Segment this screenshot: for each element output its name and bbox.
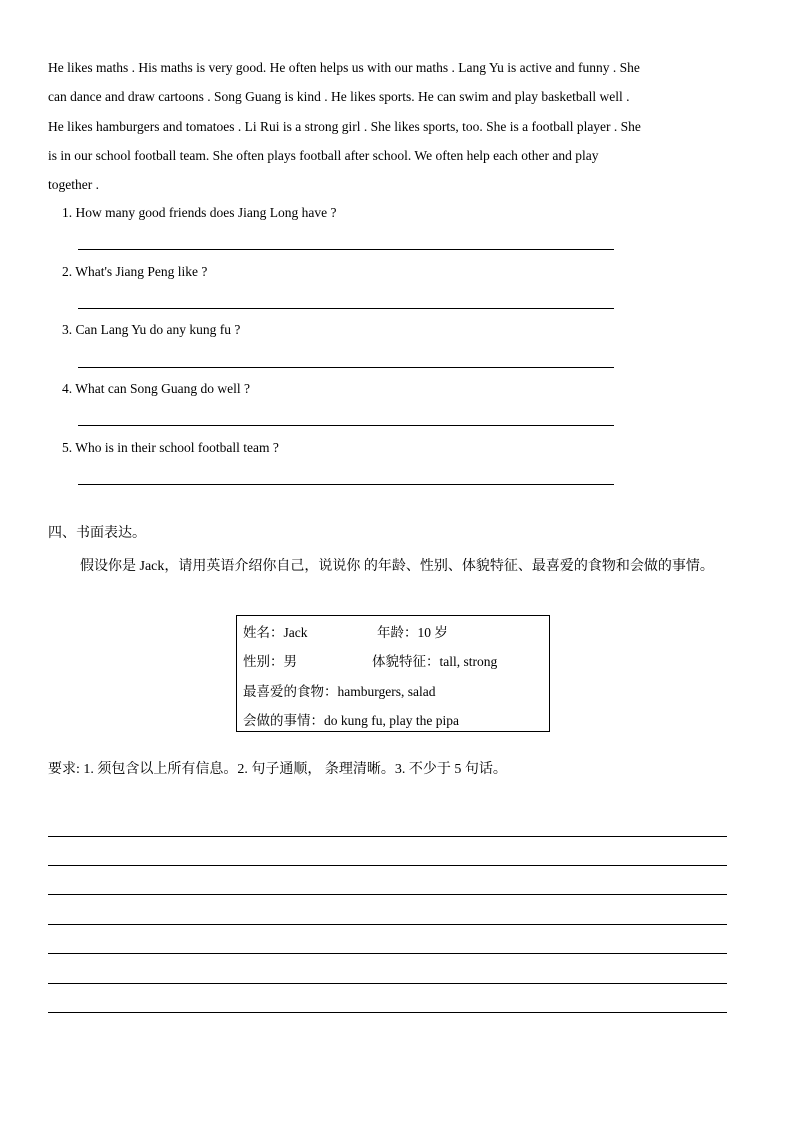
info-appearance: 体貌特征：tall, strong	[372, 654, 498, 669]
writing-prompt-text: 假设你是 Jack，请用英语介绍你自己，说说你 的年龄、性别、体貌特征、最喜爱的食物和会做的事情。	[80, 559, 714, 574]
passage-line: He likes hamburgers and tomatoes . Li Rui is a strong girl . She likes sports, too. She is a football player . She	[48, 118, 641, 134]
writing-line-2[interactable]	[48, 865, 727, 866]
question-1: 1. How many good friends does Jiang Long have ?	[62, 205, 337, 220]
question-5: 5. Who is in their school football team ?	[62, 440, 279, 455]
writing-line-6[interactable]	[48, 983, 727, 984]
passage-line: is in our school football team. She often plays football after school. We often help each other and play	[48, 147, 599, 163]
writing-prompt	[48, 552, 746, 581]
passage-line: together .	[48, 177, 99, 193]
question-3: 3. Can Lang Yu do any kung fu ?	[62, 322, 241, 337]
answer-line-1[interactable]	[78, 249, 614, 250]
info-gender: 性别：男	[243, 654, 297, 669]
info-name: 姓名：Jack	[243, 625, 308, 640]
question-2: 2. What's Jiang Peng like ?	[62, 264, 208, 279]
section-title: 四、书面表达。	[48, 526, 146, 541]
answer-line-4[interactable]	[78, 425, 614, 426]
passage-line: can dance and draw cartoons . Song Guang is kind . He likes sports. He can swim and play basketball well .	[48, 89, 630, 105]
answer-line-5[interactable]	[78, 484, 614, 485]
info-box	[236, 615, 550, 732]
info-age: 年龄：10 岁	[377, 625, 448, 640]
answer-line-2[interactable]	[78, 308, 614, 309]
writing-line-4[interactable]	[48, 924, 727, 925]
reading-passage	[48, 53, 745, 199]
answer-line-3[interactable]	[78, 367, 614, 368]
writing-line-3[interactable]	[48, 894, 727, 895]
passage-line: He likes maths . His maths is very good. He often helps us with our maths . Lang Yu is active and funny . She	[48, 60, 640, 75]
writing-line-1[interactable]	[48, 836, 727, 837]
info-food: 最喜爱的食物：hamburgers, salad	[243, 684, 436, 699]
info-skills: 会做的事情：do kung fu, play the pipa	[243, 713, 459, 728]
writing-line-5[interactable]	[48, 953, 727, 954]
requirements: 要求: 1. 须包含以上所有信息。2. 句子通顺， 条理清晰。3. 不少于 5 句话。	[48, 762, 507, 777]
question-4: 4. What can Song Guang do well ?	[62, 381, 250, 396]
writing-line-7[interactable]	[48, 1012, 727, 1013]
